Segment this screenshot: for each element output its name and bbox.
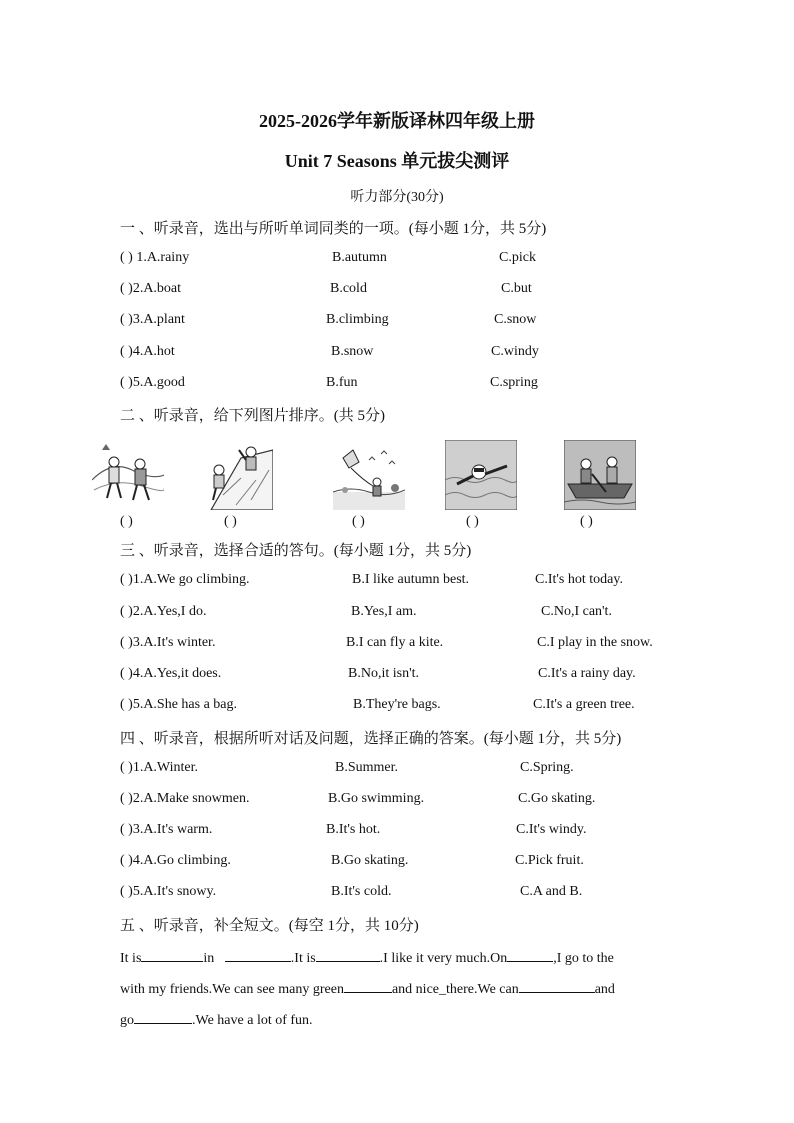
passage-text: and nice_there.We can — [391, 982, 519, 997]
answer-blank[interactable] — [344, 978, 392, 993]
passage-text: .We have a lot of fun. — [192, 1013, 313, 1028]
answer-blank[interactable] — [519, 978, 595, 993]
question: ( )5.A.She has a bag. — [120, 697, 238, 712]
passage-text: It is — [120, 951, 142, 966]
option-b: B.cold — [330, 281, 367, 296]
section4-row — [120, 822, 680, 842]
question: ( )1.A.Winter. — [120, 760, 198, 775]
option-c: C.Pick fruit. — [515, 853, 584, 868]
answer-blank[interactable] — [225, 947, 291, 962]
section4-row — [120, 760, 680, 780]
option-c: C.A and B. — [520, 884, 583, 899]
option-c: C.It's windy. — [516, 822, 587, 837]
worksheet-title: 2025-2026学年新版译林四年级上册 — [259, 111, 535, 131]
picture-order-blank[interactable]: ( ) — [224, 514, 237, 529]
children-walking-picture — [92, 440, 164, 510]
section3-row — [120, 572, 680, 592]
swimming-picture — [445, 440, 517, 510]
listening-part-label: 听力部分(30分) — [350, 190, 444, 205]
question: ( )1.A.We go climbing. — [120, 572, 250, 587]
answer-blank[interactable] — [507, 947, 553, 962]
option-b: B.Go skating. — [331, 853, 409, 868]
picture-order-blank[interactable]: ( ) — [352, 514, 365, 529]
option-c: C.snow — [494, 312, 537, 327]
option-c: C.I play in the snow. — [537, 635, 653, 650]
passage-text: in — [203, 951, 215, 966]
question: ( )2.A.boat — [120, 281, 182, 296]
option-c: C.but — [501, 281, 532, 296]
option-b: B.It's hot. — [326, 822, 381, 837]
option-b: B.autumn — [332, 250, 387, 265]
option-c: C.It's a green tree. — [533, 697, 635, 712]
option-c: C.pick — [499, 250, 536, 265]
section1-row — [120, 250, 680, 270]
question: ( )4.A.Go climbing. — [120, 853, 231, 868]
option-b: B.snow — [331, 344, 374, 359]
option-c: C.It's a rainy day. — [538, 666, 636, 681]
question: ( )2.A.Make snowmen. — [120, 791, 250, 806]
passage-text: .It is — [290, 951, 316, 966]
section4-row — [120, 791, 680, 811]
question: ( )3.A.It's winter. — [120, 635, 216, 650]
option-c: C.spring — [490, 375, 538, 390]
section1-row — [120, 375, 680, 395]
answer-blank[interactable] — [141, 947, 203, 962]
option-b: B.fun — [326, 375, 358, 390]
section1-row — [120, 344, 680, 364]
picture-order-blank[interactable]: ( ) — [466, 514, 479, 529]
answer-blank[interactable] — [316, 947, 380, 962]
option-c: C.Spring. — [520, 760, 574, 775]
option-c: C.Go skating. — [518, 791, 596, 806]
option-c: C.It's hot today. — [535, 572, 623, 587]
section1-row — [120, 281, 680, 301]
passage-text: and — [594, 982, 615, 997]
question: ( ) 1.A.rainy — [120, 250, 190, 265]
section3-row — [120, 635, 680, 655]
section5-title: 五 、听录音，补全短文。(每空 1分，共 10分) — [120, 918, 419, 934]
flying-kite-picture — [333, 440, 405, 510]
picture-order-blank[interactable]: ( ) — [580, 514, 593, 529]
option-b: B.It's cold. — [331, 884, 392, 899]
question: ( )4.A.Yes,it does. — [120, 666, 222, 681]
section3-row — [120, 666, 680, 686]
option-b: B.They're bags. — [353, 697, 441, 712]
option-b: B.Summer. — [335, 760, 399, 775]
question: ( )3.A.plant — [120, 312, 185, 327]
question: ( )3.A.It's warm. — [120, 822, 213, 837]
option-c: C.No,I can't. — [541, 604, 612, 619]
option-b: B.climbing — [326, 312, 389, 327]
section3-title: 三 、听录音，选择合适的答句。(每小题 1分，共 5分) — [120, 543, 472, 559]
question: ( )2.A.Yes,I do. — [120, 604, 207, 619]
section3-row — [120, 604, 680, 624]
passage-text: ,I go to the — [553, 951, 614, 966]
question: ( )4.A.hot — [120, 344, 175, 359]
option-b: B.Yes,I am. — [351, 604, 417, 619]
section4-row — [120, 853, 680, 873]
boating-picture — [564, 440, 636, 510]
option-b: B.I can fly a kite. — [346, 635, 444, 650]
climbing-picture — [201, 440, 273, 510]
section3-row — [120, 697, 680, 717]
unit-title: Unit 7 Seasons 单元拔尖测评 — [284, 151, 510, 171]
passage-line — [120, 1009, 313, 1029]
section4-title: 四 、听录音，根据所听对话及问题，选择正确的答案。(每小题 1分，共 5分) — [120, 731, 622, 747]
section4-row — [120, 884, 680, 904]
passage-text: go — [120, 1013, 134, 1028]
passage-text: with my friends.We can see many green — [120, 982, 344, 997]
passage-line — [120, 978, 615, 998]
picture-order-blank[interactable]: ( ) — [120, 514, 133, 529]
question: ( )5.A.good — [120, 375, 185, 390]
question: ( )5.A.It's snowy. — [120, 884, 217, 899]
passage-text: .I like it very much.On — [379, 951, 508, 966]
section2-title: 二 、听录音，给下列图片排序。(共 5分) — [120, 408, 385, 424]
answer-blank[interactable] — [134, 1009, 192, 1024]
option-c: C.windy — [491, 344, 539, 359]
section1-row — [120, 312, 680, 332]
passage-line — [120, 947, 614, 967]
option-b: B.I like autumn best. — [352, 572, 470, 587]
section1-title: 一 、听录音，选出与所听单词同类的一项。(每小题 1分，共 5分) — [120, 221, 547, 237]
option-b: B.No,it isn't. — [348, 666, 419, 681]
option-b: B.Go swimming. — [328, 791, 425, 806]
